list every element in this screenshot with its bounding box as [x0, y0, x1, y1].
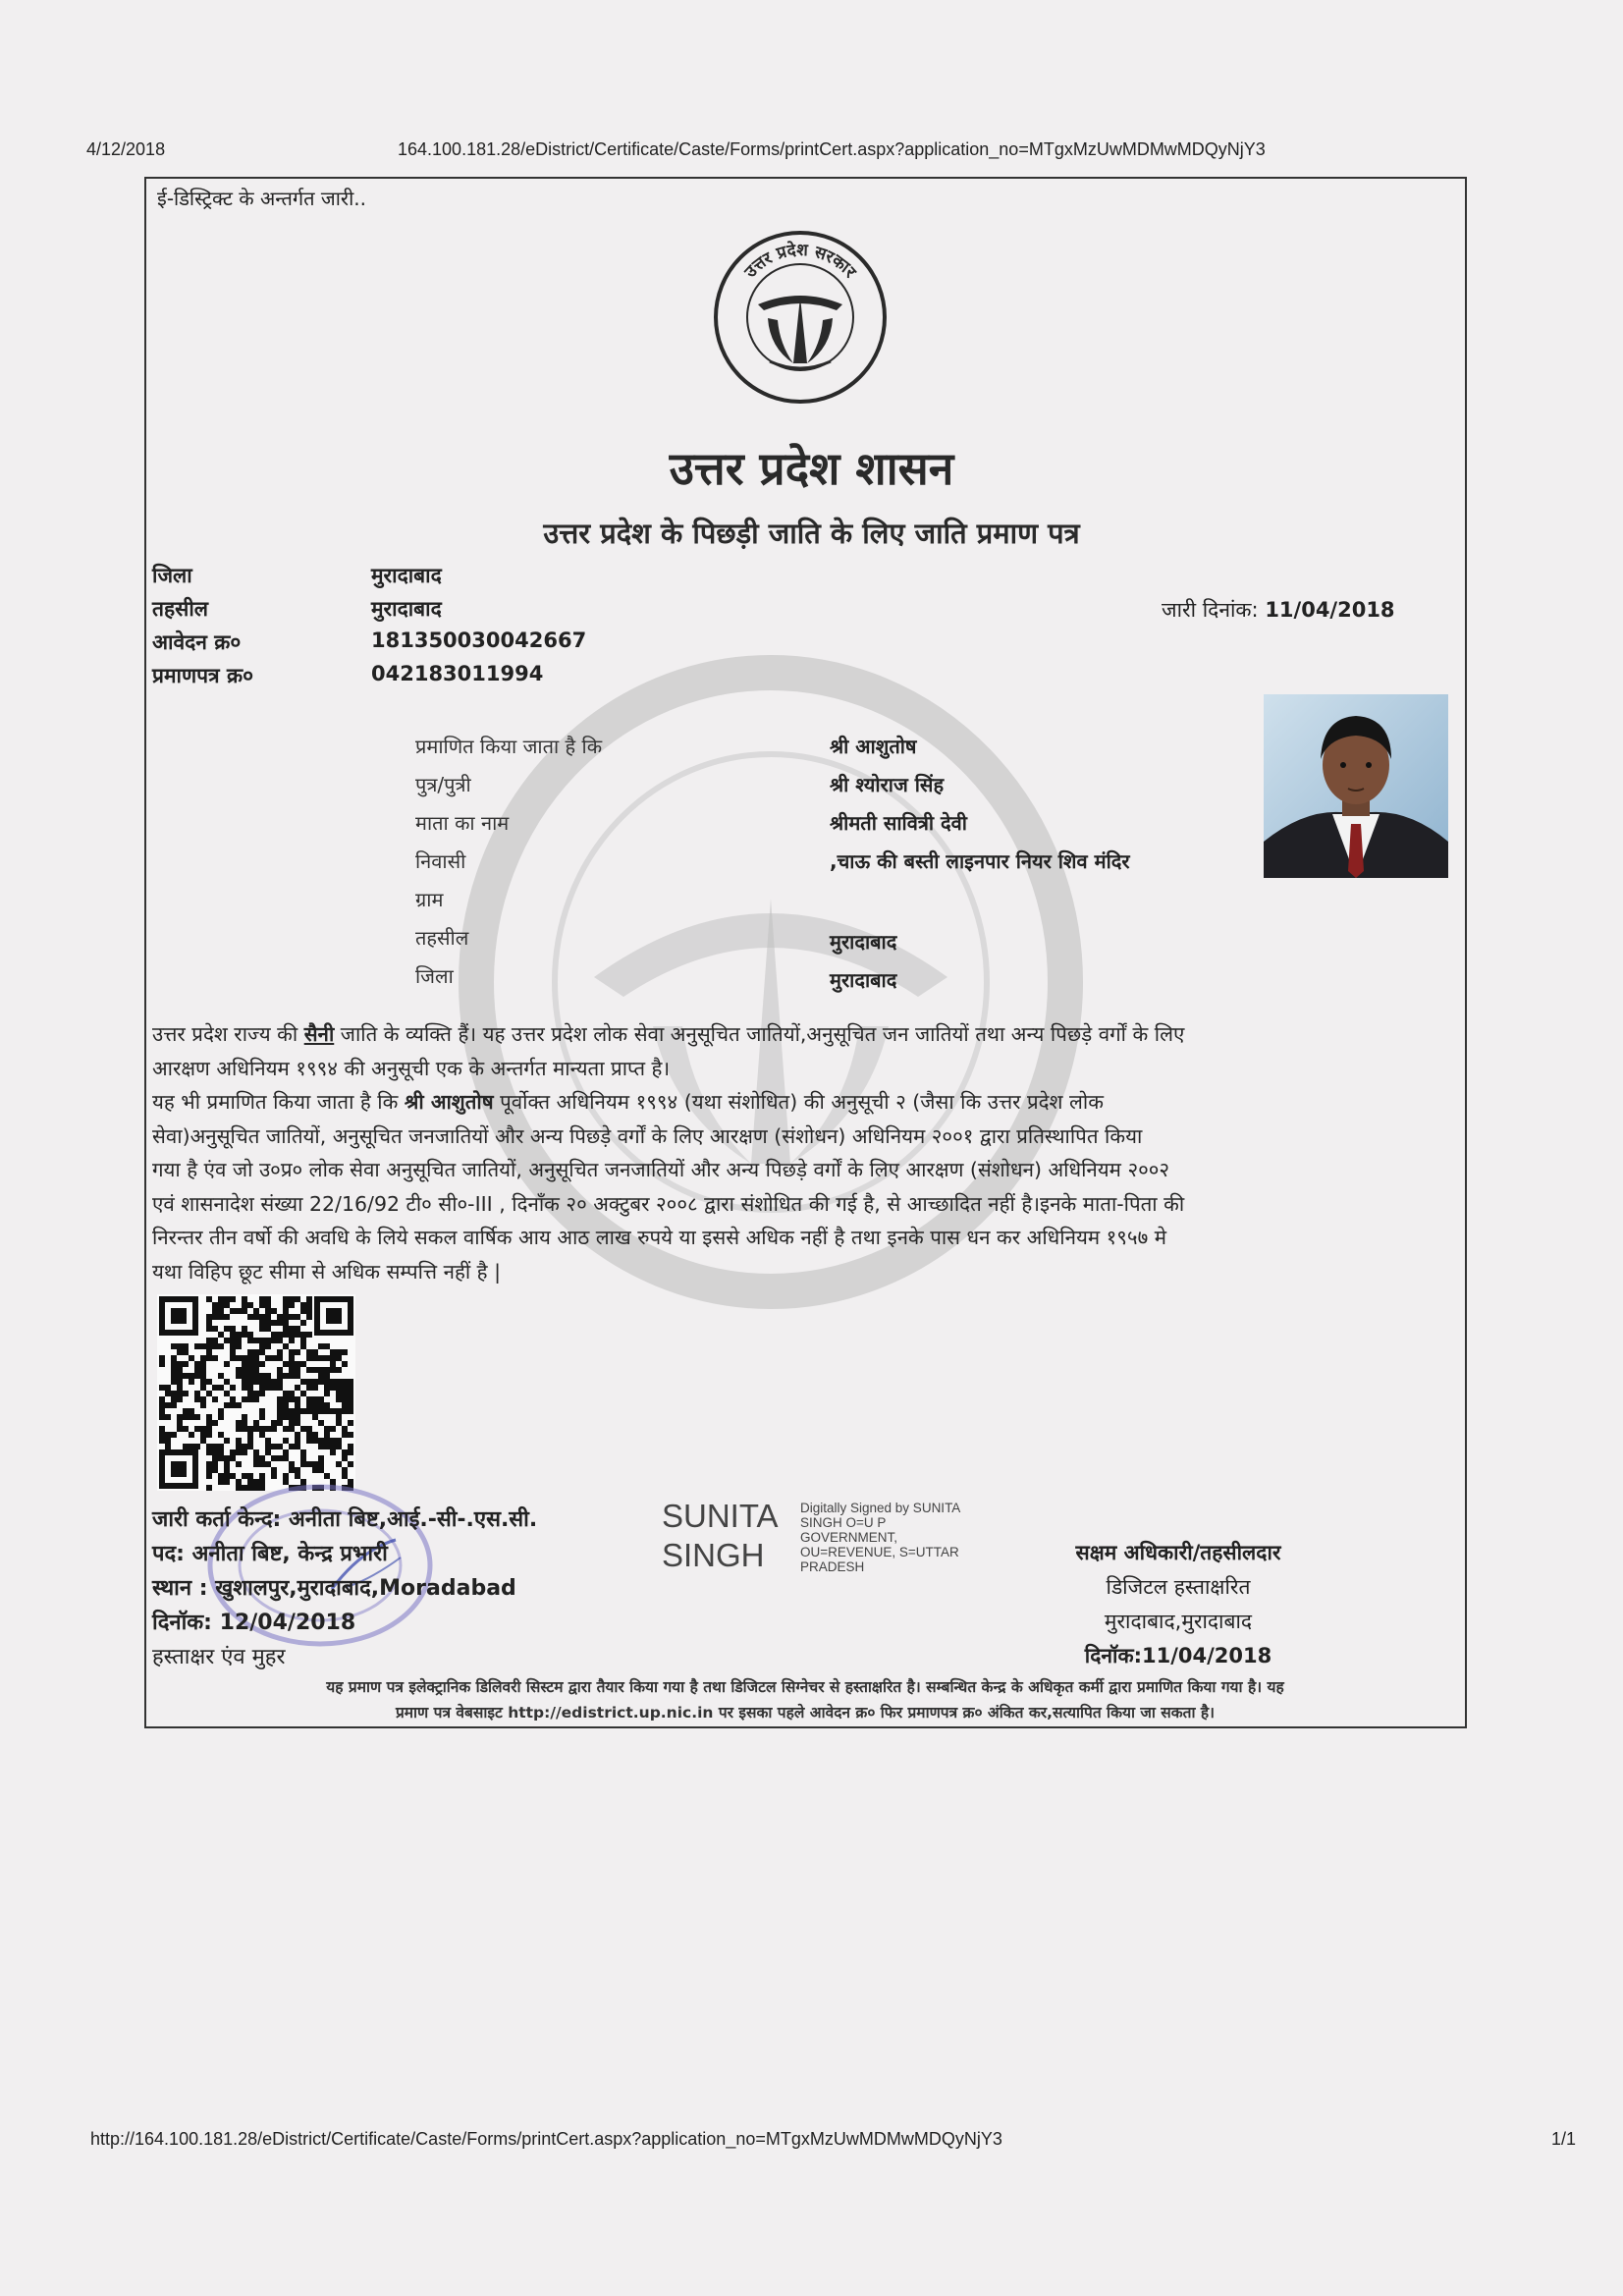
details-value: ,चाऊ की बस्ती लाइनपार नियर शिव मंदिर: [830, 849, 1130, 873]
certificate-number-value: 042183011994: [371, 662, 544, 685]
up-government-emblem: [711, 228, 890, 407]
issuer-block: [152, 1503, 537, 1674]
paragraph-line: एवं शासनादेश संख्या 22/16/92 टी० सी०-III , दिनाँक २० अक्टुबर २००८ द्वारा संशोधित की गई है, से आच्छादित नहीं है।इनके माता-पिता की: [152, 1191, 1185, 1216]
details-row: [415, 809, 509, 836]
issue-date-value: 11/04/2018: [1265, 598, 1395, 622]
issuer-center: जारी कर्ता केन्द: अनीता बिष्ट,आई.-सी-.एस.सी.: [152, 1507, 538, 1532]
paragraph-line: यथा विहिप छूट सीमा से अधिक सम्पत्ति नहीं है |: [152, 1259, 501, 1284]
issuer-post: पद: अनीता बिष्ट, केन्द्र प्रभारी: [152, 1542, 388, 1566]
footer-line: प्रमाण पत्र वेबसाइट http://edistrict.up.nic.in पर इसका पहले आवेदन क्र० फिर प्रमाणपत्र क्र० अंकित कर,सत्यापित किया जा सकता है।: [395, 1704, 1216, 1722]
tehsil-value: मुरादाबाद: [371, 597, 442, 621]
details-value: श्रीमती सावित्री देवी: [830, 811, 967, 835]
paragraph-line: गया है एंव जो उ०प्र० लोक सेवा अनुसूचित जातियों, अनुसूचित जनजातियों और अन्य पिछड़े वर्गों के लिए आरक्षण (संशोधन) अधिनियम २००२: [152, 1158, 1170, 1181]
authority-sign: डिजिटल हस्ताक्षरित: [1106, 1575, 1251, 1599]
certificate-number-label: प्रमाणपत्र क्र०: [152, 664, 254, 687]
district-value: मुरादाबाद: [371, 564, 442, 587]
application-number-label: आवेदन क्र०: [152, 630, 242, 654]
issuer-place: स्थान : खुशालपुर,मुरादाबाद,Moradabad: [152, 1576, 516, 1601]
paragraph-line: [152, 1017, 1463, 1052]
signer-name-line2: SINGH: [662, 1537, 765, 1573]
details-value: श्री श्योराज सिंह: [830, 773, 945, 796]
certificate-title: उत्तर प्रदेश शासन: [669, 442, 954, 495]
details-label: जिला: [415, 964, 454, 988]
application-number-value: 181350030042667: [371, 629, 587, 652]
issuer-seal-label: हस्ताक्षर एंव मुहर: [152, 1645, 286, 1669]
digital-signature: [662, 1497, 779, 1575]
details-value: मुरादाबाद: [830, 930, 897, 954]
authority-date: दिनॉक:11/04/2018: [1084, 1644, 1272, 1667]
details-row: [415, 962, 454, 989]
footer-line: यह प्रमाण पत्र इलेक्ट्रानिक डिलिवरी सिस्टम द्वारा तैयार किया गया है तथा डिजिटल सिग्नेचर से हस्ताक्षरित है। सम्बन्धित केन्द्र के अधिकृत कर्मी द्वारा प्रमाणित किया गया है। यह: [326, 1678, 1284, 1696]
details-label: निवासी: [415, 849, 466, 873]
details-row: [415, 886, 443, 912]
print-footer-url: http://164.100.181.28/eDistrict/Certificate/Caste/Forms/printCert.aspx?application_no=MTgxMzUwMDMwMDQyNjY3: [90, 2129, 1002, 2149]
paragraph-line: निरन्तर तीन वर्षो की अवधि के लिये सकल वार्षिक आय आठ लाख रुपये या इससे अधिक नहीं है तथा इनके पास धन कर अधिनियम १९५७ मे: [152, 1226, 1167, 1249]
details-value: मुरादाबाद: [830, 968, 897, 992]
caste-name: सैनी: [303, 1022, 335, 1046]
details-row: [415, 924, 468, 951]
paragraph-text: पूर्वोक्त अधिनियम १९९४ (यथा संशोधित) की अनुसूची २ (जैसा कि उत्तर प्रदेश लोक: [493, 1090, 1104, 1114]
certificate-subtitle: उत्तर प्रदेश के पिछड़ी जाति के लिए जाति प्रमाण पत्र: [543, 517, 1080, 550]
details-row: [415, 771, 471, 797]
signature-detail-line: GOVERNMENT,: [800, 1530, 898, 1545]
signature-detail-line: SINGH O=U P: [800, 1515, 887, 1530]
issue-date-label: जारी दिनांक:: [1162, 598, 1259, 622]
applicant-photo: [1264, 694, 1448, 878]
certificate-body: [152, 1017, 1463, 1288]
details-label: पुत्र/पुत्री: [415, 773, 471, 796]
signature-details: [800, 1501, 960, 1574]
district-label: जिला: [152, 564, 192, 587]
paragraph-text: यह भी प्रमाणित किया जाता है कि: [152, 1090, 405, 1114]
signature-detail-line: Digitally Signed by SUNITA: [800, 1501, 961, 1515]
paragraph-text: जाति के व्यक्ति हैं। यह उत्तर प्रदेश लोक सेवा अनुसूचित जातियों,अनुसूचित जन जातियों तथा अन्य पिछड़े वर्गों के लिए: [334, 1022, 1185, 1046]
details-label: ग्राम: [415, 888, 444, 911]
qr-code: [157, 1294, 355, 1491]
emblem-text: उत्तर प्रदेश सरकार: [740, 240, 860, 283]
details-label: तहसील: [415, 926, 469, 950]
details-row: [415, 847, 465, 874]
authority-place: मुरादाबाद,मुरादाबाद: [1104, 1610, 1253, 1633]
authority-title: सक्षम अधिकारी/तहसीलदार: [1075, 1541, 1281, 1564]
details-label: प्रमाणित किया जाता है कि: [415, 735, 603, 758]
tehsil-label: तहसील: [152, 597, 208, 621]
applicant-name: श्री आशुतोष: [404, 1090, 494, 1114]
details-row: [415, 733, 602, 759]
certificate-footer-note: [147, 1674, 1463, 1725]
print-date: 4/12/2018: [86, 139, 166, 159]
issuer-date: दिनॉक: 12/04/2018: [152, 1611, 356, 1635]
issued-under-text: ई-डिस्ट्रिक्ट के अन्तर्गत जारी..: [157, 187, 366, 210]
paragraph-line: [152, 1085, 1463, 1120]
authority-block: [1011, 1536, 1345, 1673]
details-value: श्री आशुतोष: [830, 735, 917, 758]
print-page-number: 1/1: [1551, 2129, 1577, 2149]
print-url: 164.100.181.28/eDistrict/Certificate/Caste/Forms/printCert.aspx?application_no=MTgxMzUwMDMwMDQyNjY3: [398, 139, 1266, 159]
signature-detail-line: PRADESH: [800, 1559, 865, 1574]
paragraph-line: सेवा)अनुसूचित जातियों, अनुसूचित जनजातियों और अन्य पिछड़े वर्गों के लिए आरक्षण (संशोधन) अधिनियम २००१ द्वारा प्रतिस्थापित किया: [152, 1123, 1143, 1148]
signature-detail-line: OU=REVENUE, S=UTTAR: [800, 1545, 959, 1559]
paragraph-text: उत्तर प्रदेश राज्य की: [152, 1022, 304, 1046]
signer-name-line1: SUNITA: [662, 1498, 779, 1534]
details-label: माता का नाम: [415, 811, 510, 835]
paragraph-line: आरक्षण अधिनियम १९९४ की अनुसूची एक के अन्तर्गत मान्यता प्राप्त है।: [152, 1056, 671, 1080]
issue-date: [1162, 596, 1395, 624]
